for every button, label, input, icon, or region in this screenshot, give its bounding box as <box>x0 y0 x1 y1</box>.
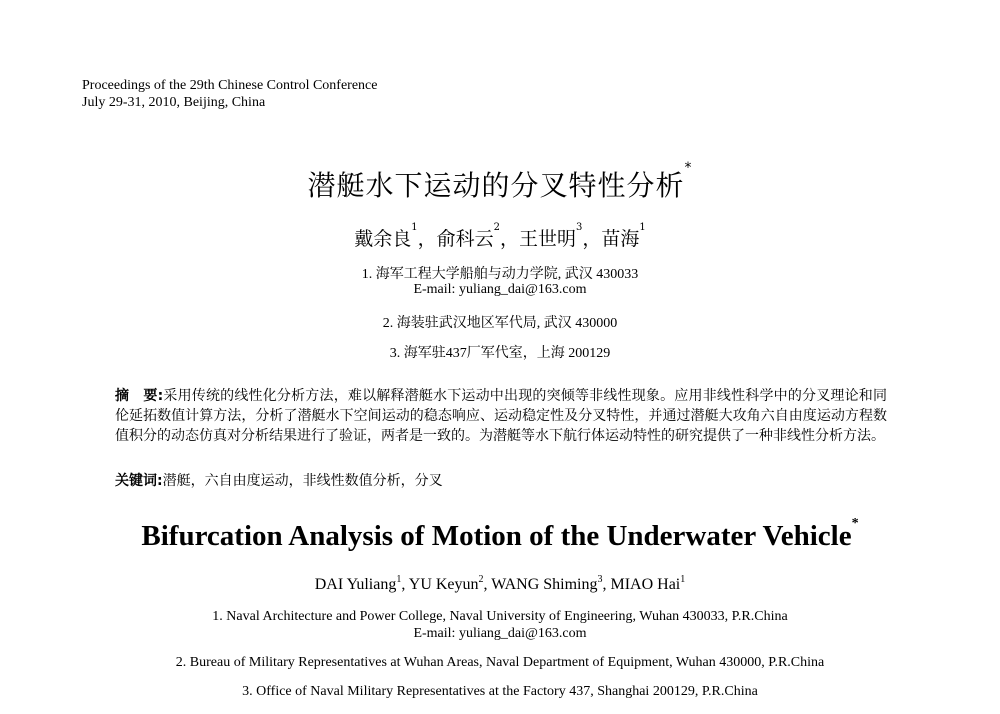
chinese-author-name: 戴余良 <box>354 228 412 250</box>
proceedings-title: Proceedings of the 29th Chinese Control Conference <box>82 78 378 93</box>
chinese-affiliation-3: 3. 海军驻437厂军代室，上海 200129 <box>389 346 611 361</box>
english-author-separator: , <box>602 576 611 593</box>
english-author-sup: 3 <box>597 574 603 585</box>
chinese-affiliation-email: E-mail: yuliang_dai@163.com <box>413 282 587 297</box>
english-title-text: Bifurcation Analysis of Motion of the Underwater Vehicle <box>141 520 852 552</box>
chinese-authors <box>0 224 1000 251</box>
chinese-author-sup: 2 <box>493 222 500 233</box>
chinese-author-name: 苗海 <box>601 228 640 250</box>
chinese-author-separator: ， <box>499 228 519 250</box>
english-author-separator: , <box>401 576 409 593</box>
abstract-text: 采用传统的线性化分析方法，难以解释潜艇水下运动中出现的突倾等非线性现象。应用非线性科学中的分叉理论和同伦延拓数值计算方法，分析了潜艇水下空间运动的稳态响应、运动稳定性及分叉特性，并通过潜艇大攻角六自由度运动方程数值积分的动态仿真对分析结果进行了验证，两者是一致的。为潜艇等水下航行体运动特性的研究提供了一种非线性分析方法。 <box>115 388 887 444</box>
conference-date-location: July 29-31, 2010, Beijing, China <box>82 95 266 110</box>
chinese-author-sup: 1 <box>411 222 418 233</box>
chinese-title <box>0 160 1000 204</box>
english-authors <box>0 576 1000 594</box>
english-author-name: YU Keyun <box>408 576 479 593</box>
chinese-author-separator: ， <box>417 228 437 250</box>
english-affiliation-3: 3. Office of Naval Military Representatives at the Factory 437, Shanghai 200129, P.R.China <box>242 684 758 699</box>
english-affiliation-1: 1. Naval Architecture and Power College, Naval University of Engineering, Wuhan 430033, P.R.China <box>212 609 788 624</box>
english-author-name: DAI Yuliang <box>314 576 397 593</box>
chinese-author-name: 俞科云 <box>436 228 494 250</box>
chinese-abstract <box>115 386 887 446</box>
chinese-affiliation-2: 2. 海装驻武汉地区军代局, 武汉 430000 <box>382 316 618 331</box>
english-author-sup: 2 <box>478 574 484 585</box>
english-author-name: MIAO Hai <box>610 576 681 593</box>
english-title-footnote-mark: * <box>851 516 859 531</box>
chinese-affiliation-1: 1. 海军工程大学船舶与动力学院, 武汉 430033 <box>361 267 639 282</box>
english-author-separator: , <box>483 576 492 593</box>
keywords-label: 关键词: <box>115 473 163 489</box>
keywords-text: 潜艇，六自由度运动，非线性数值分析，分叉 <box>162 473 443 489</box>
chinese-title-footnote-mark: * <box>684 160 693 176</box>
abstract-label: 摘 要: <box>115 388 164 404</box>
english-author-name: WANG Shiming <box>491 576 598 593</box>
english-affiliation-2: 2. Bureau of Military Representatives at Wuhan Areas, Naval Department of Equipment, Wuhan 430000, P.R.China <box>175 655 825 670</box>
english-author-sup: 1 <box>680 574 686 585</box>
chinese-author-sup: 1 <box>639 222 646 233</box>
chinese-author-name: 王世明 <box>519 228 577 250</box>
chinese-author-sup: 3 <box>576 222 583 233</box>
english-author-sup: 1 <box>396 574 402 585</box>
chinese-keywords <box>115 470 443 490</box>
english-affiliation-email: E-mail: yuliang_dai@163.com <box>413 626 587 641</box>
chinese-author-separator: ， <box>582 228 602 250</box>
chinese-title-text: 潜艇水下运动的分叉特性分析 <box>307 169 685 202</box>
english-title <box>0 516 1000 553</box>
